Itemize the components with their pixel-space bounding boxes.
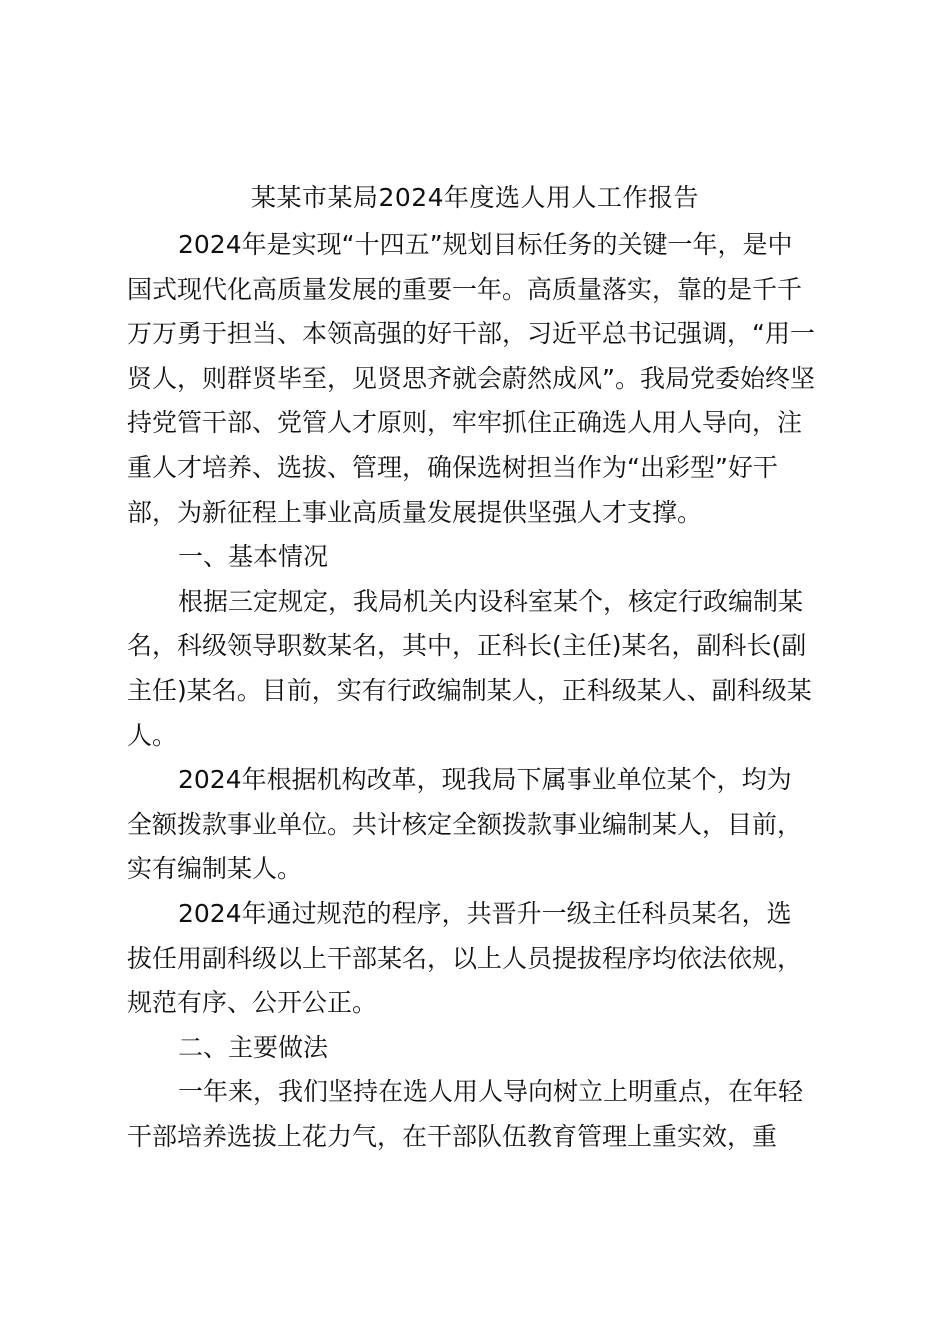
body-line: 人。 — [127, 720, 178, 750]
body-line: 根据三定规定，我局机关内设科室某个，核定行政编制某 — [178, 586, 804, 616]
document-title: 某某市某局2024年度选人用人工作报告 — [250, 183, 700, 212]
document-body — [127, 223, 833, 1159]
body-line: 拔任用副科级以上干部某名，以上人员提拔程序均依法依规， — [127, 943, 803, 973]
body-line: 二、主要做法 — [178, 1032, 329, 1062]
body-line: 2024年是实现“十四五”规划目标任务的关键一年，是中 — [178, 230, 793, 259]
body-line: 重人才培养、选拔、管理，确保选树担当作为“出彩型”好干 — [127, 452, 778, 482]
body-line: 实有编制某人。 — [127, 854, 303, 884]
body-line: 万万勇于担当、本领高强的好干部，习近平总书记强调，“用一 — [127, 319, 815, 349]
body-line: 主任)某名。目前，实有行政编制某人，正科级某人、副科级某 — [127, 675, 812, 705]
body-line: 全额拨款事业单位。共计核定全额拨款事业编制某人，目前， — [127, 809, 803, 839]
body-line: 规范有序、公开公正。 — [127, 988, 378, 1018]
body-line: 国式现代化高质量发展的重要一年。高质量落实，靠的是千千 — [127, 274, 803, 304]
body-line: 一、基本情况 — [178, 542, 329, 572]
body-line: 2024年根据机构改革，现我局下属事业单位某个，均为 — [178, 765, 792, 795]
body-line: 贤人，则群贤毕至，见贤思齐就会蔚然成风”。我局党委始终坚 — [127, 363, 815, 393]
body-line: 干部培养选拔上花力气，在干部队伍教育管理上重实效，重 — [127, 1121, 778, 1151]
body-line: 部，为新征程上事业高质量发展提供坚强人才支撑。 — [127, 497, 703, 527]
body-line: 一年来，我们坚持在选人用人导向树立上明重点，在年轻 — [178, 1077, 804, 1107]
body-line: 持党管干部、党管人才原则，牢牢抓住正确选人用人导向，注 — [127, 408, 803, 438]
body-line: 2024年通过规范的程序，共晋升一级主任科员某名，选 — [178, 898, 792, 928]
body-line: 名，科级领导职数某名，其中，正科长(主任)某名，副科长(副 — [127, 631, 807, 661]
